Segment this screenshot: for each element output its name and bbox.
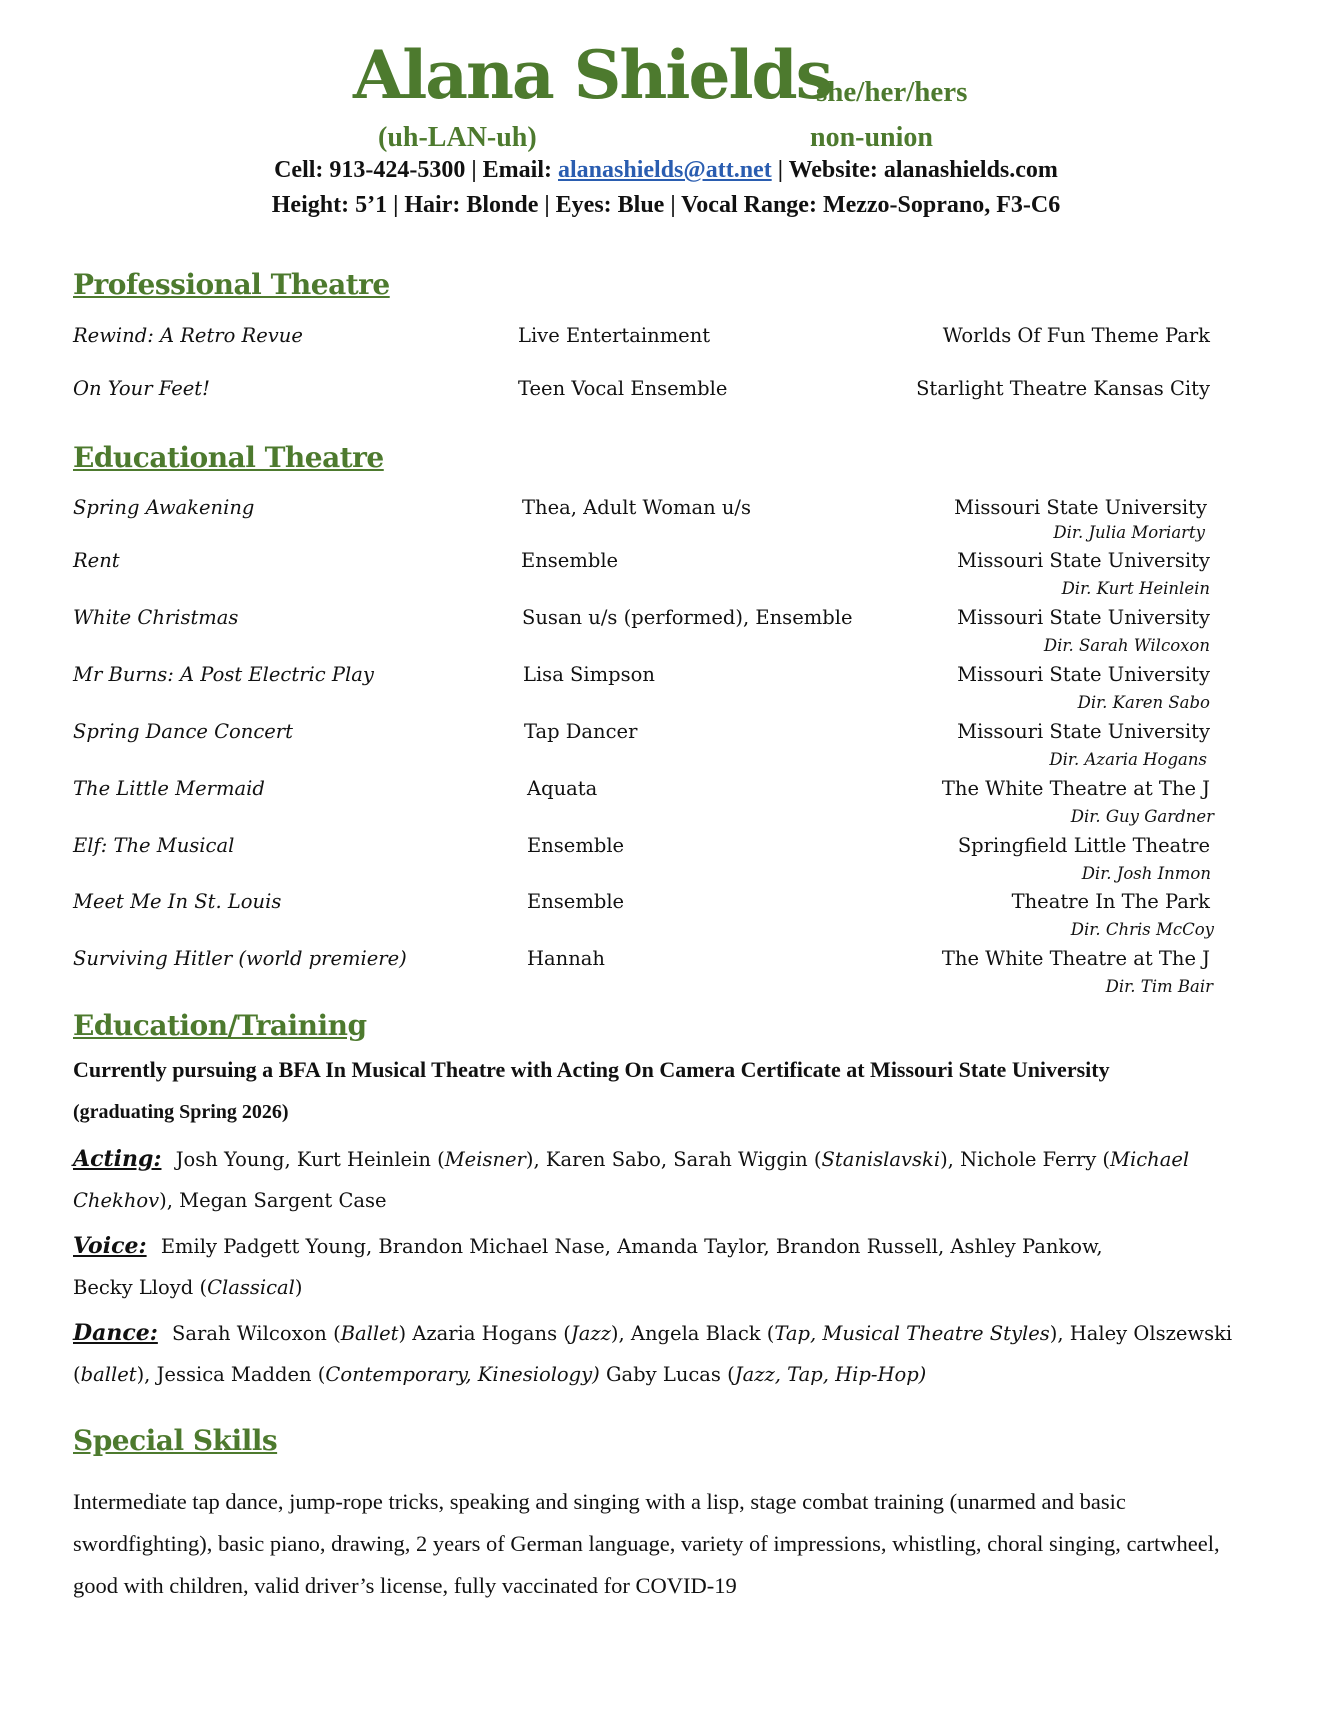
credit-role: Hannah xyxy=(527,947,605,970)
cell-label: Cell: xyxy=(274,157,324,183)
credit-venue: Missouri State University xyxy=(957,549,1210,572)
credit-row xyxy=(0,496,1332,556)
training-text: ), Nichole Ferry ( xyxy=(940,1148,1111,1171)
training-text: Gaby Lucas ( xyxy=(599,1363,735,1386)
training-method: Contemporary, Kinesiology) xyxy=(325,1363,600,1386)
credit-director: Dir. Azaria Hogans xyxy=(1049,750,1207,769)
training-dance xyxy=(73,1313,1253,1395)
credit-director: Dir. Guy Gardner xyxy=(1070,807,1214,826)
credit-role: Tap Dancer xyxy=(524,720,638,743)
training-text: ), Karen Sabo, Sarah Wiggin ( xyxy=(525,1148,822,1171)
credit-venue: Springfield Little Theatre xyxy=(957,834,1210,857)
training-acting xyxy=(73,1139,1223,1221)
credit-show: Elf: The Musical xyxy=(73,834,235,857)
training-voice xyxy=(73,1226,1133,1308)
training-label-dance: Dance: xyxy=(73,1320,158,1346)
section-title-educational: Educational Theatre xyxy=(73,441,384,474)
credit-director: Dir. Kurt Heinlein xyxy=(1061,579,1210,598)
credit-role: Live Entertainment xyxy=(518,324,711,347)
skills-text: Intermediate tap dance, jump-rope tricks, speaking and singing with a lisp, stage combat training (unarmed and basic swordfighting), basic piano, drawing, 2 years of German language, variety of impressions, whistling, choral singing, cartwheel, good with children, valid driver’s license, fully vaccinated for COVID-19 xyxy=(73,1489,1220,1598)
training-text: ), Megan Sargent Case xyxy=(159,1189,387,1212)
credit-director: Dir. Julia Moriarty xyxy=(1053,523,1205,542)
credit-director: Dir. Chris McCoy xyxy=(1070,920,1214,939)
section-title-skills: Special Skills xyxy=(73,1424,278,1457)
stats-line: Height: 5’1 | Hair: Blonde | Eyes: Blue | Vocal Range: Mezzo-Soprano, F3-C6 xyxy=(271,192,1061,218)
cell-number: 913-424-5300 xyxy=(329,157,466,183)
credit-row xyxy=(0,777,1332,837)
credit-row xyxy=(0,377,1332,437)
training-text: ) Azaria Hogans ( xyxy=(398,1322,571,1345)
credit-show: Spring Dance Concert xyxy=(73,720,293,743)
credit-venue: Theatre In The Park xyxy=(1011,890,1210,913)
credit-row xyxy=(0,549,1332,609)
credit-row xyxy=(0,663,1332,723)
training-method: Michael Chekhov xyxy=(73,1148,1190,1212)
credit-director: Dir. Tim Bair xyxy=(1105,977,1213,996)
training-method: ballet xyxy=(80,1363,137,1386)
credit-venue: Missouri State University xyxy=(957,606,1210,629)
credit-director: Dir. Josh Inmon xyxy=(1081,864,1211,883)
credit-row xyxy=(0,890,1332,950)
training-text: Sarah Wilcoxon ( xyxy=(172,1322,341,1345)
pronunciation-guide: (uh-LAN-uh) xyxy=(378,122,537,153)
credit-row xyxy=(0,720,1332,780)
credit-venue: Starlight Theatre Kansas City xyxy=(916,377,1210,400)
training-method: Tap, Musical Theatre Styles xyxy=(774,1322,1050,1345)
section-title-education: Education/Training xyxy=(73,1009,367,1042)
credit-show: The Little Mermaid xyxy=(73,777,265,800)
credit-role: Teen Vocal Ensemble xyxy=(518,377,728,400)
training-method: Jazz xyxy=(570,1322,611,1345)
training-method: Jazz, Tap, Hip-Hop) xyxy=(734,1363,927,1386)
training-text: ), Haley Olszewski ( xyxy=(73,1322,1233,1386)
training-text: Josh Young, Kurt Heinlein ( xyxy=(175,1148,445,1171)
credit-show: Rent xyxy=(73,549,120,572)
union-status: non-union xyxy=(810,122,933,153)
pronouns: she/her/hers xyxy=(816,76,968,108)
website: alanashields.com xyxy=(883,157,1058,183)
credit-show: Mr Burns: A Post Electric Play xyxy=(73,663,374,686)
credit-row xyxy=(0,324,1332,384)
email-link[interactable]: alanashields@att.net xyxy=(558,157,772,183)
credit-director: Dir. Sarah Wilcoxon xyxy=(1043,636,1210,655)
email-label: Email: xyxy=(482,157,552,183)
separator: | xyxy=(471,157,477,183)
credit-director: Dir. Karen Sabo xyxy=(1077,693,1210,712)
training-method: Classical xyxy=(207,1276,295,1299)
training-label-acting: Acting: xyxy=(73,1146,162,1172)
credit-show: Rewind: A Retro Revue xyxy=(73,324,303,347)
credit-row xyxy=(0,947,1332,1007)
credit-venue: Missouri State University xyxy=(957,663,1210,686)
applicant-name: Alana Shields xyxy=(353,36,831,114)
graduation-text: (graduating Spring 2026) xyxy=(73,1101,289,1123)
credit-show: White Christmas xyxy=(73,606,239,629)
credit-show: On Your Feet! xyxy=(73,377,210,400)
training-text: ), Angela Black ( xyxy=(610,1322,775,1345)
credit-role: Ensemble xyxy=(527,834,625,857)
credit-venue: Missouri State University xyxy=(957,720,1210,743)
credit-role: Ensemble xyxy=(527,890,625,913)
credit-show: Surviving Hitler (world premiere) xyxy=(73,947,407,970)
credit-row xyxy=(0,834,1332,894)
credit-venue: Missouri State University xyxy=(954,496,1207,519)
separator: | xyxy=(777,157,783,183)
credit-role: Lisa Simpson xyxy=(523,663,655,686)
training-method: Stanislavski xyxy=(821,1148,941,1171)
website-label: Website: xyxy=(788,157,878,183)
credit-role: Aquata xyxy=(527,777,598,800)
training-method: Ballet xyxy=(340,1322,399,1345)
training-method: Meisner xyxy=(444,1148,526,1171)
training-label-voice: Voice: xyxy=(73,1233,147,1259)
training-text: ), Jessica Madden ( xyxy=(136,1363,326,1386)
credit-role: Susan u/s (performed), Ensemble xyxy=(522,606,853,629)
credit-venue: Worlds Of Fun Theme Park xyxy=(942,324,1210,347)
section-title-professional: Professional Theatre xyxy=(73,268,390,301)
training-text: Emily Padgett Young, Brandon Michael Nase, Amanda Taylor, Brandon Russell, Ashley Pankow, Becky Lloyd ( xyxy=(73,1235,1103,1299)
credit-venue: The White Theatre at The J xyxy=(941,777,1210,800)
credit-show: Spring Awakening xyxy=(73,496,255,519)
credit-role: Thea, Adult Woman u/s xyxy=(522,496,751,519)
degree-text: Currently pursuing a BFA In Musical Theatre with Acting On Camera Certificate at Missouri State University xyxy=(73,1057,1110,1082)
credit-show: Meet Me In St. Louis xyxy=(73,890,282,913)
credit-role: Ensemble xyxy=(521,549,619,572)
credit-row xyxy=(0,606,1332,666)
contact-line xyxy=(0,157,1332,184)
credit-venue: The White Theatre at The J xyxy=(941,947,1210,970)
training-text: ) xyxy=(294,1276,303,1299)
